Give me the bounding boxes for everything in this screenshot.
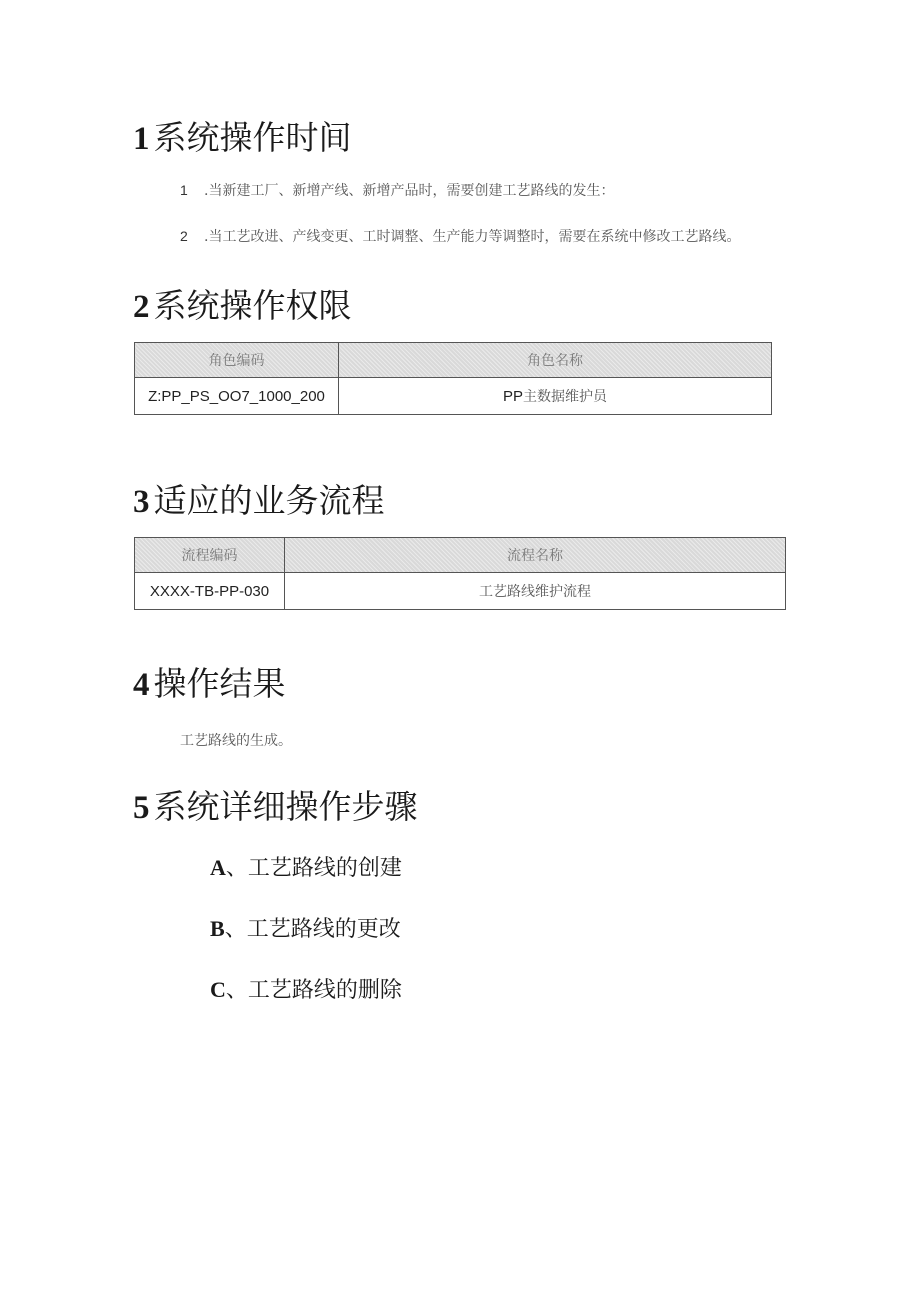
section-1-heading (133, 118, 352, 159)
item-text: .当新建工厂、新增产线、新增产品时，需要创建工艺路线的发生： (204, 183, 615, 199)
section-title: 操作结果 (153, 664, 286, 703)
step-item (210, 853, 402, 884)
step-letter: B (210, 916, 225, 941)
step-letter: A (210, 855, 226, 880)
section-title: 适应的业务流程 (153, 481, 385, 520)
column-header-process-code: 流程编码 (135, 538, 285, 573)
process-table (134, 537, 786, 610)
list-item (180, 226, 740, 247)
column-header-process-name: 流程名称 (285, 538, 786, 573)
role-name-prefix: PP (502, 388, 523, 405)
role-name-text: 主数据维护员 (523, 389, 607, 405)
section-4-heading (133, 664, 286, 705)
item-text: .当工艺改进、产线变更、工时调整、生产能力等调整时，需要在系统中修改工艺路线。 (204, 229, 741, 245)
step-item (210, 975, 402, 1006)
section-5-heading (133, 787, 418, 828)
section-number: 2 (133, 289, 150, 325)
item-number: 2 (180, 228, 188, 244)
section-number: 4 (133, 667, 150, 703)
role-code-cell: Z:PP_PS_OO7_1000_200 (135, 378, 339, 415)
section-number: 3 (133, 484, 150, 520)
table-header-row (135, 538, 786, 573)
column-header-role-code: 角色编码 (135, 343, 339, 378)
step-text: 、工艺路线的删除 (225, 978, 402, 1003)
table-row (135, 378, 772, 415)
section-2-heading (133, 286, 352, 327)
section-title: 系统操作权限 (153, 286, 352, 325)
process-name-cell: 工艺路线维护流程 (285, 573, 786, 610)
step-item (210, 914, 401, 945)
list-item (180, 180, 614, 201)
item-number: 1 (180, 182, 188, 198)
section-title: 系统操作时间 (153, 118, 352, 157)
step-text: 、工艺路线的创建 (225, 856, 402, 881)
process-code-cell: XXXX-TB-PP-030 (135, 573, 285, 610)
roles-table (134, 342, 772, 415)
section-title: 系统详细操作步骤 (153, 787, 418, 826)
table-row (135, 573, 786, 610)
step-text: 、工艺路线的更改 (224, 917, 401, 942)
role-name-cell (339, 378, 772, 415)
section-number: 1 (133, 121, 150, 157)
result-text: 工艺路线的生成。 (180, 733, 292, 749)
section-number: 5 (133, 790, 150, 826)
column-header-role-name: 角色名称 (339, 343, 772, 378)
section-3-heading (133, 481, 385, 522)
table-header-row (135, 343, 772, 378)
step-letter: C (210, 977, 226, 1002)
